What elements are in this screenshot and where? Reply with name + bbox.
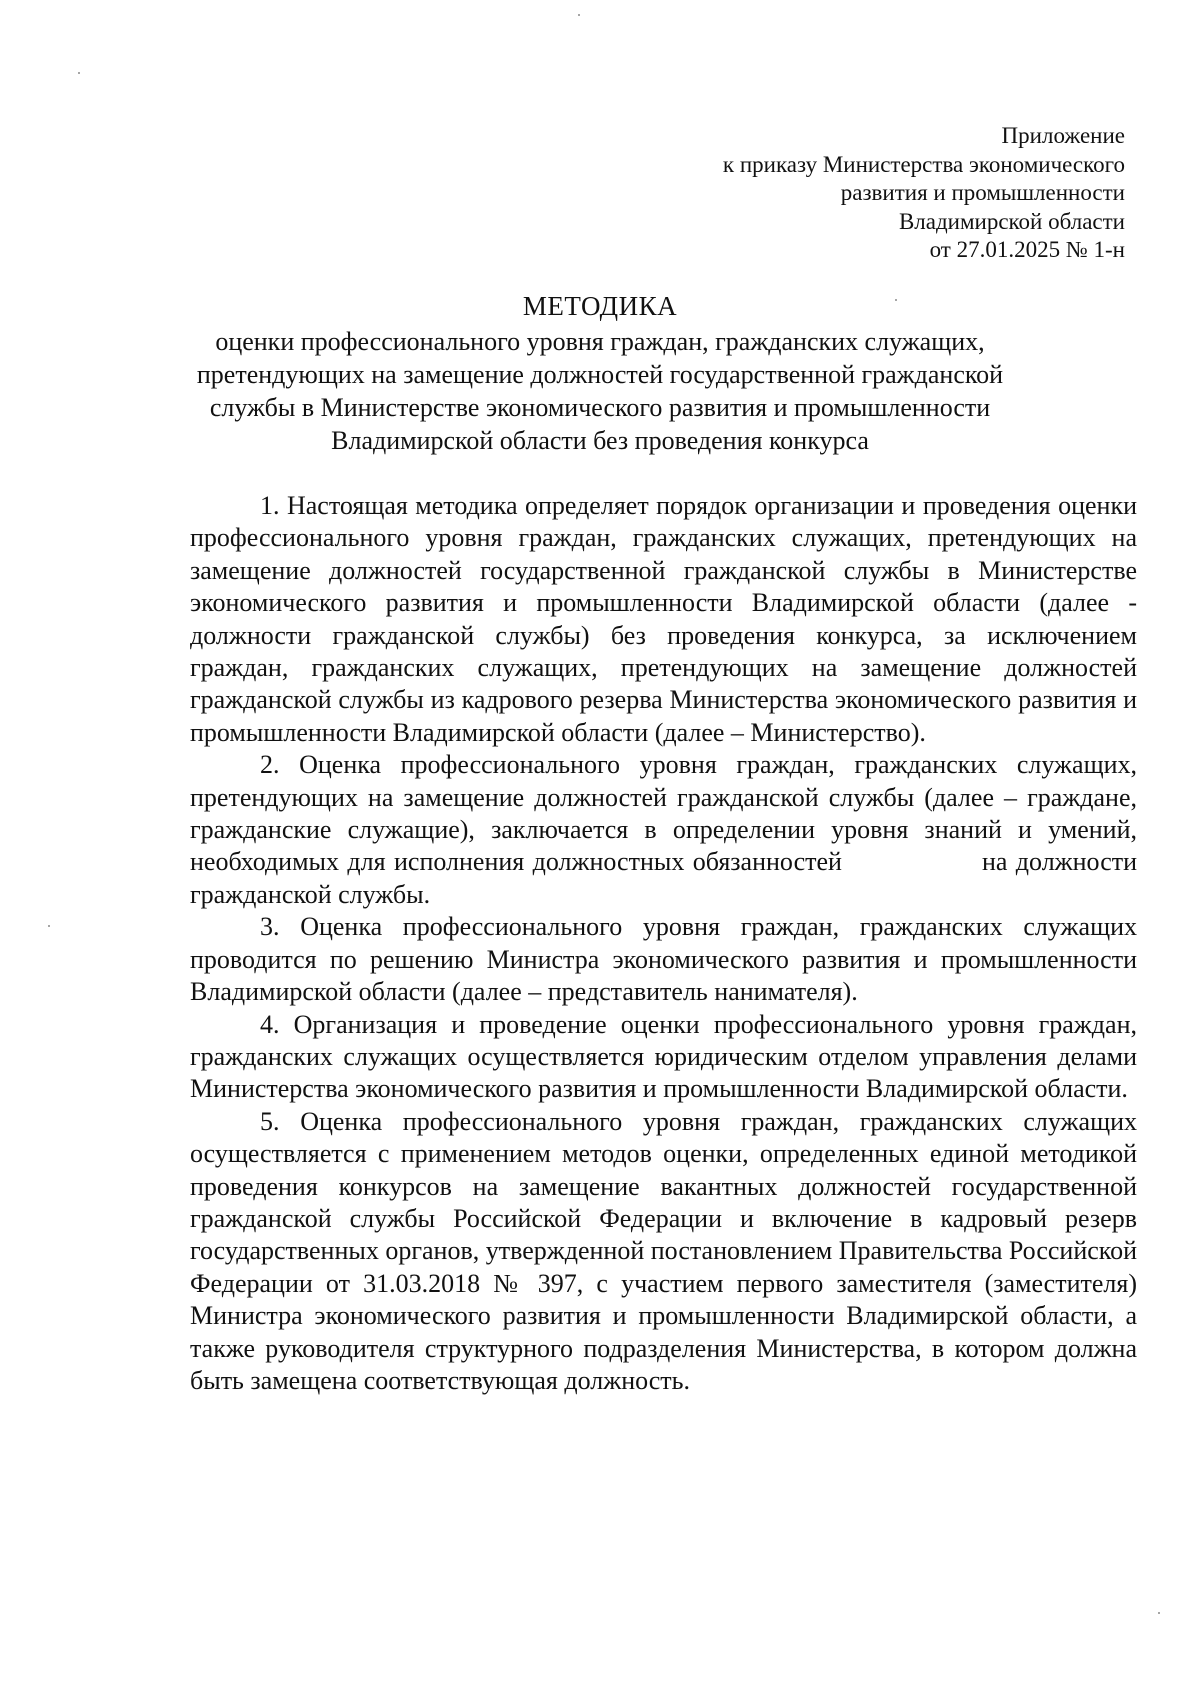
appendix-line: развития и промышленности: [840, 180, 1125, 205]
paragraph-2-text: 2. Оценка профессионального уровня граждан, гражданских служащих, претендующих на замещение должностей гражданской службы (далее – граждане, гражданские служащие), заключается в определении уровня знаний и умений, необходимых для исполнения должностных обязанностей: [190, 750, 1137, 877]
subtitle-line: службы в Министерстве экономического развития и промышленности: [209, 393, 991, 422]
scan-speck: [48, 925, 50, 927]
appendix-line: от 27.01.2025 № 1-н: [929, 237, 1125, 262]
appendix-line: Владимирской области: [898, 208, 1125, 234]
scan-speck: [1158, 1612, 1160, 1614]
appendix-line: к приказу Министерства экономического: [722, 151, 1125, 177]
subtitle-line: оценки профессионального уровня граждан, гражданских служащих,: [215, 327, 985, 356]
paragraph-1: 1. Настоящая методика определяет порядок организации и проведения оценки профессионального уровня граждан, гражданских служащих, претендующих на замещение должностей государственной гражданской службы в Министерстве экономического развития и промышленности Владимирской области (далее - должности гражданской службы) без проведения конкурса, за исключением граждан, гражданских служащих, претендующих на замещение должностей гражданской службы из кадрового резерва Министерства экономического развития и промышленности Владимирской области (далее – Министерство).: [190, 491, 1137, 747]
appendix-line: Приложение: [1001, 123, 1125, 148]
subtitle-line: Владимирской области без проведения конкурса: [331, 426, 869, 455]
paragraph-3: 3. Оценка профессионального уровня граждан, гражданских служащих проводится по решению Министра экономического развития и промышленности Владимирской области (далее – представитель нанимателя).: [190, 912, 1137, 1007]
scan-speck: [78, 72, 80, 74]
scan-speck: [895, 299, 897, 301]
paragraph-4: 4. Организация и проведение оценки профессионального уровня граждан, гражданских служащих осуществляется юридическим отделом управления делами Министерства экономического развития и промышленности Владимирской области.: [190, 1009, 1137, 1104]
appendix-header: [485, 122, 1125, 265]
paragraph-2: [190, 749, 1137, 911]
document-title: МЕТОДИКА: [522, 291, 678, 321]
document-subtitle: [160, 325, 1040, 457]
paragraph-5: 5. Оценка профессионального уровня граждан, гражданских служащих осуществляется с применением методов оценки, определенных единой методикой проведения конкурсов на замещение вакантных должностей государственной гражданской службы Российской Федерации и включение в кадровый резерв государственных органов, утвержденной постановлением Правительства Российской Федерации от 31.03.2018 № 397, с участием первого заместителя (заместителя) Министра экономического развития и промышленности Владимирской области, а также руководителя структурного подразделения Министерства, в котором должна быть замещена соответствующая должность.: [190, 1106, 1138, 1395]
paragraph-2-tail: на должности гражданской службы.: [190, 847, 1138, 909]
title-block: [160, 290, 1040, 457]
scan-speck: [578, 14, 580, 16]
document-body: [190, 490, 1137, 1397]
subtitle-line: претендующих на замещение должностей государственной гражданской: [196, 360, 1004, 389]
